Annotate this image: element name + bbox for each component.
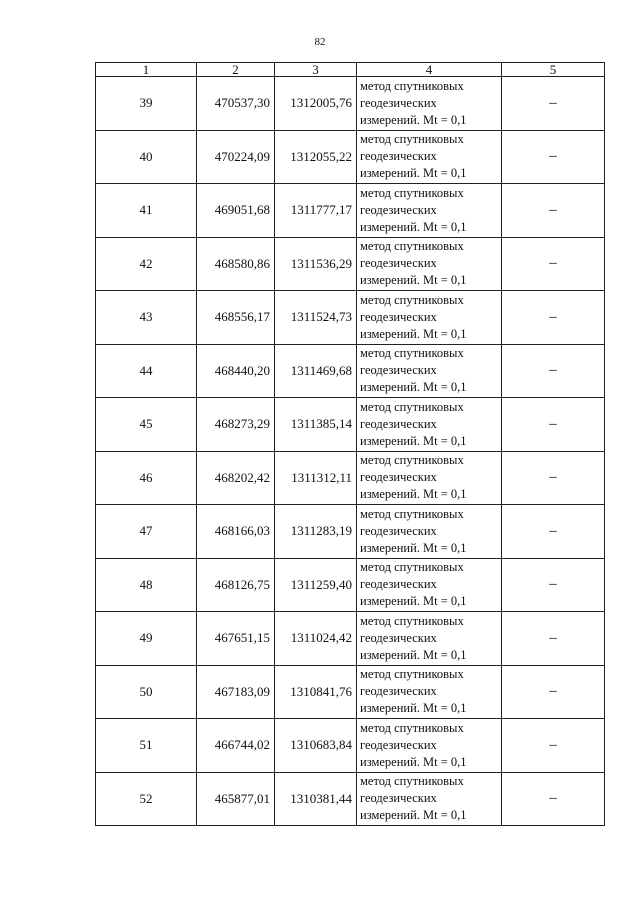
- header-col-5: 5: [502, 63, 605, 77]
- point-number-cell: 45: [96, 398, 197, 452]
- table-row: [96, 505, 605, 559]
- method-line: метод спутниковых: [360, 132, 464, 147]
- table-row: [96, 719, 605, 773]
- method-cell: [357, 505, 502, 559]
- method-line: измерений. Mt = 0,1: [360, 594, 467, 609]
- method-cell: [357, 237, 502, 291]
- page-number: 82: [314, 36, 326, 48]
- table-row: [96, 130, 605, 184]
- y-coordinate-cell: 1311469,68: [275, 344, 357, 398]
- note-cell: –: [502, 77, 605, 131]
- note-cell: –: [502, 558, 605, 612]
- y-coordinate-cell: 1311024,42: [275, 612, 357, 666]
- note-cell: –: [502, 612, 605, 666]
- method-line: метод спутниковых: [360, 78, 464, 93]
- y-coordinate-cell: 1310381,44: [275, 772, 357, 826]
- header-col-2: 2: [197, 63, 275, 77]
- x-coordinate-cell: 470537,30: [197, 77, 275, 131]
- method-line: измерений. Mt = 0,1: [360, 219, 467, 234]
- x-coordinate-cell: 469051,68: [197, 184, 275, 238]
- method-line: измерений. Mt = 0,1: [360, 326, 467, 341]
- y-coordinate-cell: 1312055,22: [275, 130, 357, 184]
- x-coordinate-cell: 470224,09: [197, 130, 275, 184]
- method-line: геодезических: [360, 684, 437, 699]
- y-coordinate-cell: 1311777,17: [275, 184, 357, 238]
- point-number-cell: 40: [96, 130, 197, 184]
- y-coordinate-cell: 1311259,40: [275, 558, 357, 612]
- method-line: метод спутниковых: [360, 506, 464, 521]
- method-cell: [357, 77, 502, 131]
- method-cell: [357, 184, 502, 238]
- note-cell: –: [502, 451, 605, 505]
- x-coordinate-cell: 468126,75: [197, 558, 275, 612]
- y-coordinate-cell: 1310683,84: [275, 719, 357, 773]
- method-cell: [357, 719, 502, 773]
- method-line: геодезических: [360, 523, 437, 538]
- point-number-cell: 47: [96, 505, 197, 559]
- method-cell: [357, 344, 502, 398]
- method-line: геодезических: [360, 309, 437, 324]
- method-line: геодезических: [360, 363, 437, 378]
- method-line: метод спутниковых: [360, 292, 464, 307]
- method-cell: [357, 451, 502, 505]
- y-coordinate-cell: 1310841,76: [275, 665, 357, 719]
- method-cell: [357, 665, 502, 719]
- note-cell: –: [502, 237, 605, 291]
- note-cell: –: [502, 719, 605, 773]
- table-row: [96, 344, 605, 398]
- method-line: геодезических: [360, 791, 437, 806]
- table-row: [96, 451, 605, 505]
- header-col-3: 3: [275, 63, 357, 77]
- method-line: геодезических: [360, 95, 437, 110]
- point-number-cell: 43: [96, 291, 197, 345]
- method-line: измерений. Mt = 0,1: [360, 112, 467, 127]
- method-cell: [357, 291, 502, 345]
- table-row: [96, 558, 605, 612]
- table-row: [96, 77, 605, 131]
- point-number-cell: 44: [96, 344, 197, 398]
- method-line: метод спутниковых: [360, 613, 464, 628]
- method-line: измерений. Mt = 0,1: [360, 701, 467, 716]
- point-number-cell: 52: [96, 772, 197, 826]
- note-cell: –: [502, 130, 605, 184]
- method-line: метод спутниковых: [360, 453, 464, 468]
- note-cell: –: [502, 665, 605, 719]
- method-line: геодезических: [360, 737, 437, 752]
- point-number-cell: 50: [96, 665, 197, 719]
- header-col-4: 4: [357, 63, 502, 77]
- y-coordinate-cell: 1311524,73: [275, 291, 357, 345]
- method-cell: [357, 398, 502, 452]
- point-number-cell: 46: [96, 451, 197, 505]
- y-coordinate-cell: 1311536,29: [275, 237, 357, 291]
- method-cell: [357, 558, 502, 612]
- point-number-cell: 51: [96, 719, 197, 773]
- method-line: геодезических: [360, 416, 437, 431]
- method-cell: [357, 612, 502, 666]
- method-line: измерений. Mt = 0,1: [360, 647, 467, 662]
- note-cell: –: [502, 291, 605, 345]
- x-coordinate-cell: 466744,02: [197, 719, 275, 773]
- point-number-cell: 49: [96, 612, 197, 666]
- table-header: [96, 63, 605, 77]
- x-coordinate-cell: 468580,86: [197, 237, 275, 291]
- note-cell: –: [502, 772, 605, 826]
- method-line: измерений. Mt = 0,1: [360, 433, 467, 448]
- method-line: геодезических: [360, 202, 437, 217]
- note-cell: –: [502, 398, 605, 452]
- method-line: метод спутниковых: [360, 720, 464, 735]
- note-cell: –: [502, 184, 605, 238]
- method-line: геодезических: [360, 577, 437, 592]
- note-cell: –: [502, 344, 605, 398]
- point-number-cell: 42: [96, 237, 197, 291]
- method-line: измерений. Mt = 0,1: [360, 540, 467, 555]
- y-coordinate-cell: 1311283,19: [275, 505, 357, 559]
- table-row: [96, 237, 605, 291]
- point-number-cell: 41: [96, 184, 197, 238]
- table-row: [96, 772, 605, 826]
- y-coordinate-cell: 1312005,76: [275, 77, 357, 131]
- table-row: [96, 612, 605, 666]
- x-coordinate-cell: 465877,01: [197, 772, 275, 826]
- x-coordinate-cell: 468556,17: [197, 291, 275, 345]
- x-coordinate-cell: 468273,29: [197, 398, 275, 452]
- note-cell: –: [502, 505, 605, 559]
- table-body: [96, 77, 605, 826]
- method-line: измерений. Mt = 0,1: [360, 166, 467, 181]
- method-line: геодезических: [360, 149, 437, 164]
- x-coordinate-cell: 468440,20: [197, 344, 275, 398]
- method-line: измерений. Mt = 0,1: [360, 754, 467, 769]
- method-line: геодезических: [360, 630, 437, 645]
- method-line: метод спутниковых: [360, 399, 464, 414]
- x-coordinate-cell: 467183,09: [197, 665, 275, 719]
- header-col-1: 1: [96, 63, 197, 77]
- coordinates-table: [95, 62, 605, 826]
- method-line: измерений. Mt = 0,1: [360, 808, 467, 823]
- method-line: метод спутниковых: [360, 774, 464, 789]
- table-row: [96, 291, 605, 345]
- method-line: измерений. Mt = 0,1: [360, 380, 467, 395]
- method-line: геодезических: [360, 256, 437, 271]
- x-coordinate-cell: 467651,15: [197, 612, 275, 666]
- method-cell: [357, 772, 502, 826]
- table-row: [96, 184, 605, 238]
- table-row: [96, 398, 605, 452]
- point-number-cell: 39: [96, 77, 197, 131]
- point-number-cell: 48: [96, 558, 197, 612]
- x-coordinate-cell: 468202,42: [197, 451, 275, 505]
- y-coordinate-cell: 1311312,11: [275, 451, 357, 505]
- y-coordinate-cell: 1311385,14: [275, 398, 357, 452]
- method-line: измерений. Mt = 0,1: [360, 273, 467, 288]
- method-line: метод спутниковых: [360, 667, 464, 682]
- method-line: метод спутниковых: [360, 346, 464, 361]
- table-row: [96, 665, 605, 719]
- method-line: метод спутниковых: [360, 560, 464, 575]
- x-coordinate-cell: 468166,03: [197, 505, 275, 559]
- method-line: измерений. Mt = 0,1: [360, 487, 467, 502]
- header-row: [96, 63, 605, 77]
- method-line: геодезических: [360, 470, 437, 485]
- method-line: метод спутниковых: [360, 239, 464, 254]
- method-line: метод спутниковых: [360, 185, 464, 200]
- method-cell: [357, 130, 502, 184]
